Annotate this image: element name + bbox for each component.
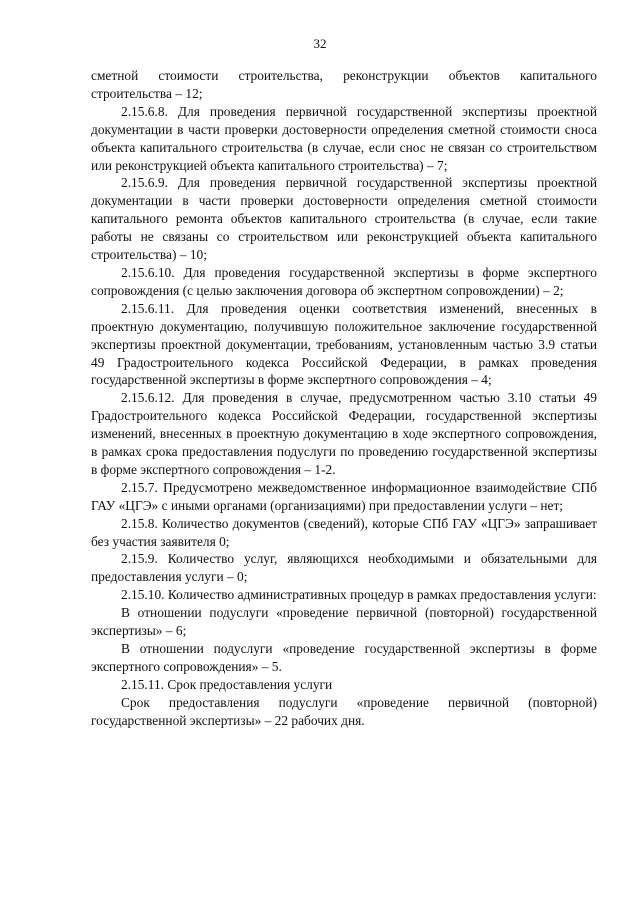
paragraph: Срок предоставления подуслуги «проведение первичной (повторной) государственной экспертизы» – 22 рабочих дня. (91, 694, 597, 728)
paragraph: В отношении подуслуги «проведение первичной (повторной) государственной экспертизы» – 6; (91, 605, 597, 639)
paragraph: 2.15.7. Предусмотрено межведомственное информационное взаимодействие СПб ГАУ «ЦГЭ» с иными органами (организациями) при предоставлении услуги – нет; (91, 479, 597, 513)
paragraph: 2.15.6.9. Для проведения первичной государственной экспертизы проектной документации в части проверки достоверности определения сметной стоимости капитального ремонта объектов капитального строительства (в случае, если такие работы не связаны со строительством или реконструкцией объекта капитального строительства) – 10; (91, 175, 597, 263)
paragraph: 2.15.8. Количество документов (сведений), которые СПб ГАУ «ЦГЭ» запрашивает без участия заявителя 0; (91, 515, 597, 549)
paragraph: 2.15.10. Количество административных процедур в рамках предоставления услуги: (121, 587, 597, 603)
paragraph: 2.15.6.10. Для проведения государственной экспертизы в форме экспертного сопровождения (с целью заключения договора об экспертном сопровождении) – 2; (91, 264, 597, 298)
document-body (91, 67, 597, 730)
paragraph: В отношении подуслуги «проведение государственной экспертизы в форме экспертного сопровождения» – 5. (91, 641, 597, 674)
paragraph: 2.15.9. Количество услуг, являющихся необходимыми и обязательными для предоставления услуги – 0; (91, 551, 597, 585)
paragraph: 2.15.6.11. Для проведения оценки соответствия изменений, внесенных в проектную документацию, получившую положительное заключение государственной экспертизы проектной документации, требованиям, установленным частью 3.9 статьи 49 Градостроительного кодекса Российской Федерации, в рамках проведения государственной экспертизы в форме экспертного сопровождения – 4; (91, 300, 597, 388)
page-number: 32 (313, 36, 327, 51)
paragraph: 2.15.11. Срок предоставления услуги (121, 676, 333, 692)
paragraph: сметной стоимости строительства, реконструкции объектов капитального строительства – 12; (91, 68, 597, 101)
paragraph: 2.15.6.12. Для проведения в случае, предусмотренном частью 3.10 статьи 49 Градостроительного кодекса Российской Федерации, государственной экспертизы изменений, внесенных в проектную документацию в ходе экспертного сопровождения, в рамках срока предоставления подуслуги по проведению государственной экспертизы в форме экспертного сопровождения – 1-2. (91, 390, 597, 477)
paragraph: 2.15.6.8. Для проведения первичной государственной экспертизы проектной документации в части проверки достоверности определения сметной стоимости сноса объекта капитального строительства (в случае, если снос не связан со строительством или реконструкцией объекта капитального строительства) – 7; (91, 103, 597, 173)
